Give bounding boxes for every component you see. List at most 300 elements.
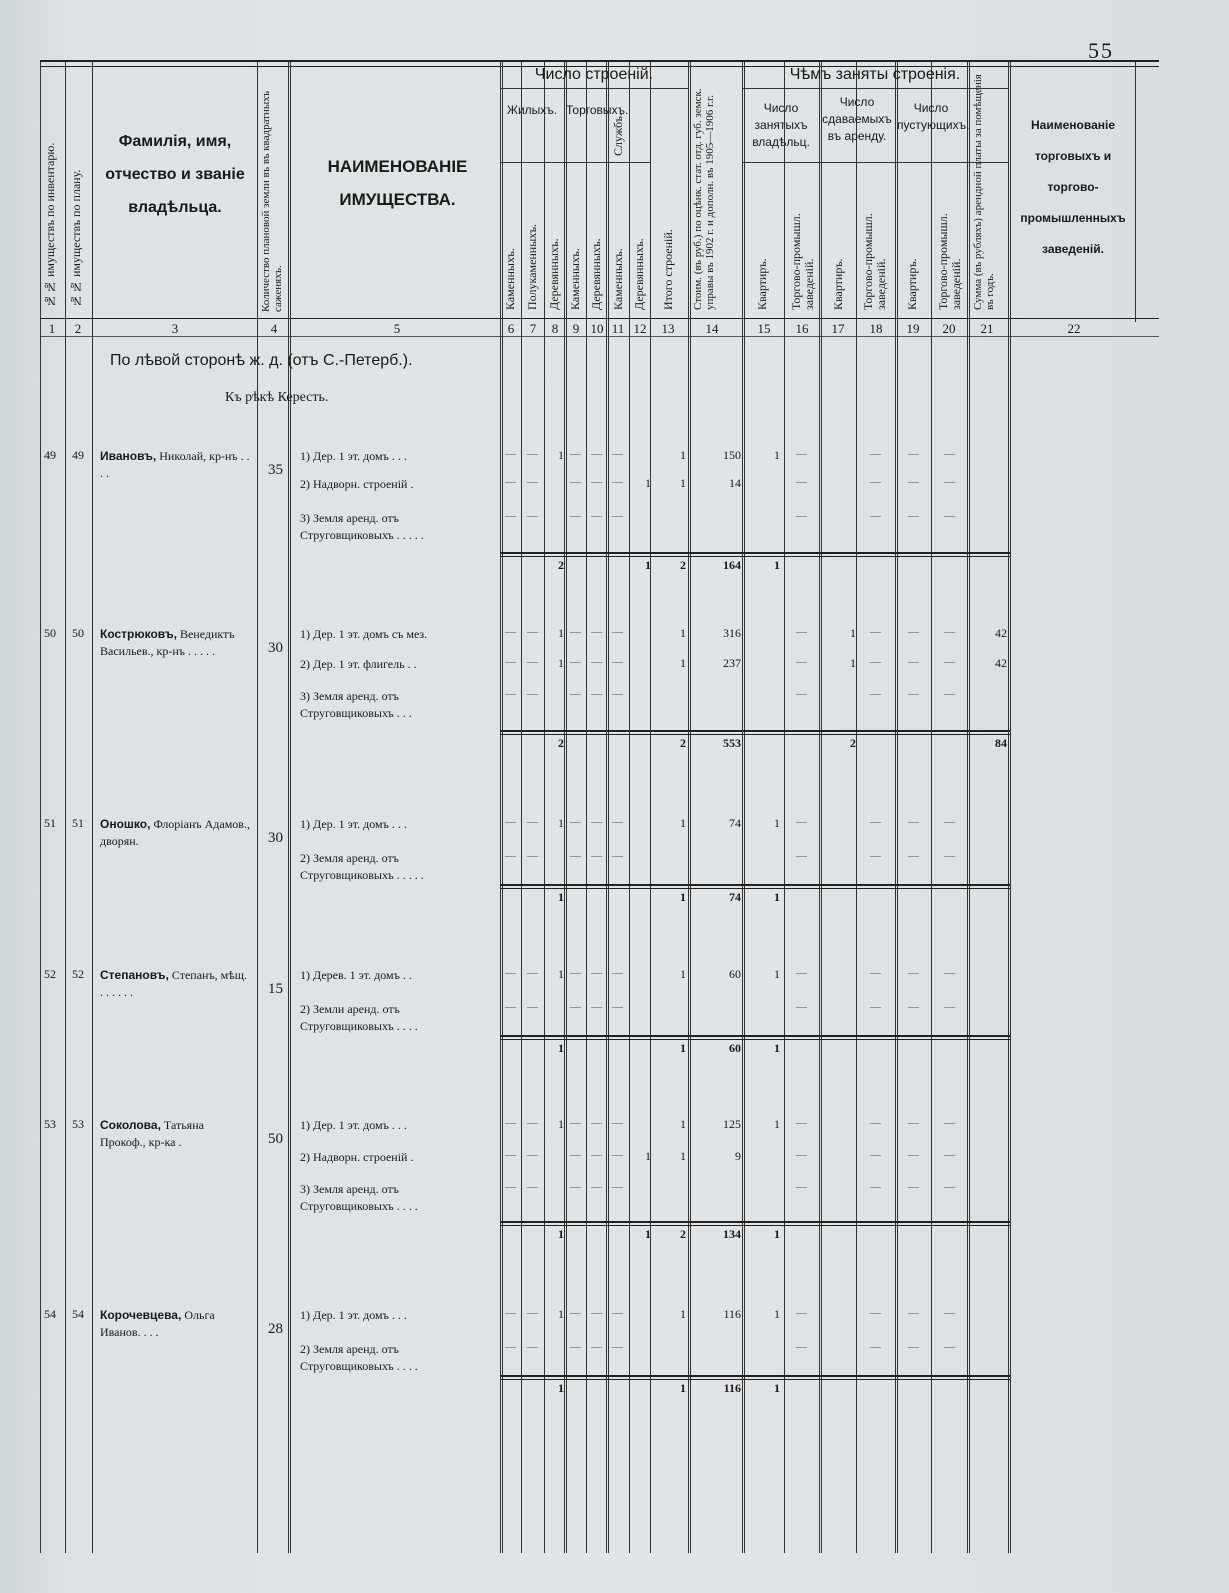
dash-empty: — (570, 626, 581, 638)
owner-surname: Степановъ, (100, 968, 169, 982)
dash-empty: — (527, 1117, 538, 1129)
dash-empty: — (570, 656, 581, 668)
dash-empty: — (505, 1307, 516, 1319)
dash-empty: — (591, 688, 602, 700)
col-divider (629, 62, 630, 1553)
dash-empty: — (505, 510, 516, 522)
value-c14: 150 (723, 448, 741, 462)
total-c15: 1 (774, 1381, 780, 1395)
column-number: 16 (795, 321, 809, 336)
inventory-number: 50 (44, 626, 56, 640)
dash-empty: — (908, 1307, 919, 1319)
owner-name: Соколова, Татьяна Прокоф., кр-ка . (100, 1118, 204, 1149)
dash-empty: — (908, 688, 919, 700)
owner-name: Степановъ, Степанъ, мѣщ. . . . . . . (100, 968, 248, 999)
total-rule-inner (500, 1225, 1010, 1226)
header-col7: Полукаменныхъ. (525, 223, 539, 310)
subsection-title: Къ рѣкѣ Кересть. (225, 390, 329, 405)
owner-name: Ивановъ, Николай, кр-нъ . . . . (100, 449, 250, 480)
dash-empty: — (796, 1149, 807, 1161)
dash-empty: — (612, 510, 623, 522)
group-rule (742, 88, 1008, 89)
dash-empty: — (870, 816, 881, 828)
dash-empty: — (612, 1117, 623, 1129)
header-col20: Торгово-промышл. заведеній. (936, 213, 963, 310)
col-divider (564, 62, 567, 1553)
dash-empty: — (591, 1149, 602, 1161)
dash-empty: — (612, 1149, 623, 1161)
dash-empty: — (591, 656, 602, 668)
owner-name: Кострюковъ, Венедиктъ Васильев., кр-нъ . . . . . (100, 627, 235, 658)
dash-empty: — (570, 850, 581, 862)
property-item: 3) Земля аренд. отъ Струговщиковыхъ . . . . (300, 1182, 418, 1213)
dash-empty: — (796, 1001, 807, 1013)
plan-number: 54 (72, 1307, 84, 1321)
dash-empty: — (796, 688, 807, 700)
dash-empty: — (944, 816, 955, 828)
total-c8: 1 (558, 1381, 564, 1395)
header-residential: Жилыхъ. (506, 103, 558, 117)
value-c15: 1 (774, 967, 780, 981)
column-number: 19 (906, 321, 920, 336)
col-divider (606, 62, 609, 1553)
dash-empty: — (796, 1307, 807, 1319)
plan-number: 52 (72, 967, 84, 981)
dash-empty: — (908, 448, 919, 460)
dash-empty: — (908, 967, 919, 979)
value-c14: 9 (735, 1149, 741, 1163)
dash-empty: — (870, 1341, 881, 1353)
inventory-number: 53 (44, 1117, 56, 1131)
plan-number: 50 (72, 626, 84, 640)
total-rule-inner (500, 1379, 1010, 1380)
dash-empty: — (870, 626, 881, 638)
dash-empty: — (908, 1181, 919, 1193)
dash-empty: — (570, 476, 581, 488)
header-property: НАИМЕНОВАНІЕ ИМУЩЕСТВА. (327, 157, 468, 209)
header-service: Службъ. (611, 113, 625, 156)
total-c8: 1 (558, 890, 564, 904)
header-col15: Квартиръ. (755, 258, 769, 310)
dash-empty: — (612, 1307, 623, 1319)
col-divider (521, 62, 522, 1553)
dash-empty: — (591, 476, 602, 488)
dash-empty: — (944, 850, 955, 862)
col-divider (784, 62, 785, 1553)
dash-empty: — (505, 850, 516, 862)
dash-empty: — (908, 816, 919, 828)
dash-empty: — (908, 1117, 919, 1129)
value-c14: 116 (723, 1307, 741, 1321)
dash-empty: — (870, 850, 881, 862)
dash-empty: — (870, 1181, 881, 1193)
value-c13: 1 (680, 626, 686, 640)
column-number: 14 (705, 321, 719, 336)
value-c13: 1 (680, 1307, 686, 1321)
total-c13: 2 (680, 1227, 686, 1241)
total-c17: 2 (850, 736, 856, 750)
column-number: 7 (529, 321, 537, 336)
dash-empty: — (570, 1341, 581, 1353)
header-owner-occupied: Число занятыхъ владѣльц. (752, 101, 810, 149)
dash-empty: — (527, 1341, 538, 1353)
dash-empty: — (527, 448, 538, 460)
inventory-number: 49 (44, 448, 56, 462)
dash-empty: — (612, 816, 623, 828)
dash-empty: — (796, 1341, 807, 1353)
col-divider (931, 62, 932, 1553)
dash-empty: — (796, 1181, 807, 1193)
dash-empty: — (591, 1001, 602, 1013)
dash-empty: — (612, 1181, 623, 1193)
total-c15: 1 (774, 890, 780, 904)
value-c13: 1 (680, 448, 686, 462)
dash-empty: — (796, 967, 807, 979)
value-c13: 1 (680, 1149, 686, 1163)
dash-empty: — (505, 626, 516, 638)
column-number: 13 (661, 321, 675, 336)
value-c8: 1 (558, 1307, 564, 1321)
dash-empty: — (591, 816, 602, 828)
total-c13: 1 (680, 1041, 686, 1055)
dash-empty: — (612, 448, 623, 460)
dash-empty: — (944, 1149, 955, 1161)
property-item: 1) Дер. 1 эт. домъ . . . (300, 449, 407, 463)
owner-name: Корочевцева, Ольга Иванов. . . . (100, 1308, 215, 1339)
header-rented: Число сдаваемыхъ въ аренду. (822, 95, 892, 143)
header-col18: Торгово-промышл. заведеній. (861, 213, 888, 310)
total-rule-inner (500, 1039, 1010, 1040)
dash-empty: — (612, 1001, 623, 1013)
column-number: 2 (74, 321, 82, 336)
dash-empty: — (591, 626, 602, 638)
dash-empty: — (527, 1307, 538, 1319)
col-divider (1008, 62, 1011, 1553)
owner-surname: Кострюковъ, (100, 627, 177, 641)
dash-empty: — (908, 1149, 919, 1161)
dash-empty: — (527, 816, 538, 828)
dash-empty: — (944, 626, 955, 638)
dash-empty: — (612, 626, 623, 638)
value-c14: 74 (729, 816, 741, 830)
dash-empty: — (505, 476, 516, 488)
dash-empty: — (870, 656, 881, 668)
total-c13: 1 (680, 1381, 686, 1395)
dash-empty: — (591, 510, 602, 522)
total-c14: 74 (729, 890, 741, 904)
land-area: 35 (268, 462, 283, 478)
dash-empty: — (527, 656, 538, 668)
header-inv-number: №№ имуществъ по инвентарю. (43, 142, 57, 308)
column-number: 21 (980, 321, 994, 336)
header-col12: Деревянныхъ. (632, 238, 646, 310)
column-number: 10 (590, 321, 604, 336)
col-divider (967, 62, 970, 1553)
column-number: 11 (611, 321, 625, 336)
dash-empty: — (591, 1307, 602, 1319)
total-rule-inner (500, 888, 1010, 889)
dash-empty: — (908, 1341, 919, 1353)
dash-empty: — (527, 967, 538, 979)
column-number: 15 (757, 321, 771, 336)
value-c15: 1 (774, 1117, 780, 1131)
dash-empty: — (796, 448, 807, 460)
header-col19: Квартиръ. (905, 258, 919, 310)
land-area: 50 (268, 1131, 283, 1147)
property-item: 1) Дер. 1 эт. домъ . . . (300, 1308, 407, 1322)
dash-empty: — (796, 1117, 807, 1129)
dash-empty: — (944, 448, 955, 460)
total-c8: 1 (558, 1041, 564, 1055)
inventory-number: 52 (44, 967, 56, 981)
total-c14: 134 (723, 1227, 741, 1241)
total-c8: 1 (558, 1227, 564, 1241)
col-divider (288, 62, 291, 1553)
value-c12: 1 (645, 1149, 651, 1163)
dash-empty: — (908, 850, 919, 862)
total-rule (500, 884, 1010, 886)
dash-empty: — (796, 626, 807, 638)
dash-empty: — (570, 448, 581, 460)
header-vacant: Число пустующихъ. (897, 101, 970, 132)
total-c14: 553 (723, 736, 741, 750)
dash-empty: — (944, 967, 955, 979)
dash-empty: — (944, 476, 955, 488)
dash-empty: — (570, 1001, 581, 1013)
col-divider (586, 62, 587, 1553)
value-c15: 1 (774, 1307, 780, 1321)
col-divider (92, 62, 93, 1553)
total-rule (500, 1035, 1010, 1037)
value-c15: 1 (774, 816, 780, 830)
value-c17: 1 (850, 656, 856, 670)
dash-empty: — (870, 476, 881, 488)
dash-empty: — (870, 448, 881, 460)
dash-empty: — (505, 1181, 516, 1193)
dash-empty: — (527, 688, 538, 700)
total-c13: 2 (680, 736, 686, 750)
property-item: 1) Дерев. 1 эт. домъ . . (300, 968, 412, 982)
dash-empty: — (870, 1001, 881, 1013)
dash-empty: — (796, 510, 807, 522)
header-trade: Торговыхъ. (566, 103, 629, 117)
dash-empty: — (527, 1001, 538, 1013)
plan-number: 53 (72, 1117, 84, 1131)
total-c13: 2 (680, 558, 686, 572)
property-item: 2) Дер. 1 эт. флигель . . (300, 657, 417, 671)
dash-empty: — (944, 510, 955, 522)
value-c8: 1 (558, 448, 564, 462)
dash-empty: — (591, 850, 602, 862)
property-item: 1) Дер. 1 эт. домъ съ мез. (300, 627, 428, 641)
property-item: 2) Земля аренд. отъ Струговщиковыхъ . . . . . (300, 851, 424, 882)
total-c15: 1 (774, 558, 780, 572)
value-c14: 14 (729, 476, 741, 490)
value-c21: 42 (995, 656, 1007, 670)
dash-empty: — (870, 1307, 881, 1319)
dash-empty: — (570, 510, 581, 522)
value-c13: 1 (680, 816, 686, 830)
total-rule (500, 552, 1010, 554)
total-c14: 164 (723, 558, 741, 572)
dash-empty: — (908, 1001, 919, 1013)
total-c12: 1 (645, 558, 651, 572)
total-c21: 84 (995, 736, 1007, 750)
dash-empty: — (612, 1341, 623, 1353)
total-c14: 116 (723, 1381, 741, 1395)
dash-empty: — (944, 688, 955, 700)
value-c13: 1 (680, 656, 686, 670)
dash-empty: — (870, 510, 881, 522)
plan-number: 51 (72, 816, 84, 830)
property-item: 2) Надворн. строеній . (300, 477, 414, 491)
table-border-right (1135, 62, 1136, 322)
column-number: 6 (507, 321, 515, 336)
dash-empty: — (908, 510, 919, 522)
col-divider (819, 62, 822, 1553)
inventory-number: 54 (44, 1307, 56, 1321)
dash-empty: — (527, 1181, 538, 1193)
total-rule-inner (500, 734, 1010, 735)
table-top-rule (40, 60, 1159, 62)
total-c15: 1 (774, 1041, 780, 1055)
land-area: 15 (268, 981, 283, 997)
value-c13: 1 (680, 476, 686, 490)
total-rule (500, 1221, 1010, 1223)
col-divider (742, 62, 745, 1553)
dash-empty: — (796, 656, 807, 668)
value-c8: 1 (558, 1117, 564, 1131)
dash-empty: — (570, 967, 581, 979)
header-col13: Итого строеній. (661, 229, 675, 310)
property-item: 1) Дер. 1 эт. домъ . . . (300, 1118, 407, 1132)
value-c8: 1 (558, 626, 564, 640)
col-divider (688, 62, 691, 1553)
dash-empty: — (591, 448, 602, 460)
header-col22: Наименованіе торговыхъ и торгово-промышленныхъ заведеній. (1020, 118, 1126, 256)
header-col17: Квартиръ. (831, 258, 845, 310)
header-land-area: Количество плановой земли въ въ квадратныхъ саженяхъ. (260, 90, 284, 312)
land-area: 28 (268, 1321, 283, 1337)
dash-empty: — (505, 656, 516, 668)
header-group-buildings: Число строеній. (534, 66, 654, 83)
dash-empty: — (591, 967, 602, 979)
dash-empty: — (870, 1149, 881, 1161)
dash-empty: — (944, 1117, 955, 1129)
value-c15: 1 (774, 448, 780, 462)
header-col8: Деревянныхъ. (547, 238, 561, 310)
subgroup-rule (742, 162, 1008, 163)
dash-empty: — (612, 656, 623, 668)
total-c15: 1 (774, 1227, 780, 1241)
value-c8: 1 (558, 656, 564, 670)
column-number: 18 (869, 321, 883, 336)
dash-empty: — (505, 967, 516, 979)
header-bottom-rule (40, 318, 1159, 319)
dash-empty: — (870, 1117, 881, 1129)
total-c8: 2 (558, 736, 564, 750)
column-number: 8 (551, 321, 559, 336)
value-c21: 42 (995, 626, 1007, 640)
col-divider (544, 62, 545, 1553)
column-number: 20 (942, 321, 956, 336)
value-c8: 1 (558, 967, 564, 981)
col-divider (650, 62, 651, 1553)
dash-empty: — (908, 626, 919, 638)
table-border-left (40, 62, 41, 1553)
value-c13: 1 (680, 967, 686, 981)
dash-empty: — (591, 1117, 602, 1129)
column-number: 17 (831, 321, 845, 336)
owner-surname: Ивановъ, (100, 449, 157, 463)
subgroup-rule (500, 162, 650, 163)
column-number: 1 (48, 321, 56, 336)
value-c17: 1 (850, 626, 856, 640)
page-number: 55 (1088, 38, 1114, 63)
header-group-occupied: Чѣмъ заняты строенія. (789, 66, 961, 83)
dash-empty: — (870, 967, 881, 979)
value-c13: 1 (680, 1117, 686, 1131)
column-number: 22 (1067, 321, 1081, 336)
header-col9: Каменныхъ. (568, 248, 582, 310)
dash-empty: — (505, 688, 516, 700)
dash-empty: — (527, 476, 538, 488)
owner-name: Оношко, Флоріанъ Адамов., дворян. (100, 817, 250, 848)
total-c13: 1 (680, 890, 686, 904)
owner-surname: Оношко, (100, 817, 151, 831)
section-title: По лѣвой сторонѣ ж. д. (отъ С.-Петерб.). (110, 352, 413, 369)
total-rule (500, 1375, 1010, 1377)
column-number: 9 (572, 321, 580, 336)
dash-empty: — (591, 1181, 602, 1193)
col-divider (895, 62, 898, 1553)
dash-empty: — (612, 967, 623, 979)
header-owner: Фамилія, имя, отчество и званіе владѣльца. (105, 133, 245, 216)
col-divider (257, 62, 258, 1553)
header-col16: Торгово-промышл. заведеній. (789, 213, 816, 310)
header-plan-number: №№ имуществъ по плану. (69, 169, 83, 308)
header-col6: Каменныхъ. (503, 248, 517, 310)
dash-empty: — (505, 1149, 516, 1161)
total-c14: 60 (729, 1041, 741, 1055)
property-item: 2) Земли аренд. отъ Струговщиковыхъ . . . . (300, 1002, 418, 1033)
column-number: 4 (270, 321, 278, 336)
land-area: 30 (268, 830, 283, 846)
property-item: 1) Дер. 1 эт. домъ . . . (300, 817, 407, 831)
dash-empty: — (612, 476, 623, 488)
dash-empty: — (612, 688, 623, 700)
land-area: 30 (268, 640, 283, 656)
dash-empty: — (612, 850, 623, 862)
group-rule (500, 88, 688, 89)
property-item: 2) Надворн. строеній . (300, 1150, 414, 1164)
value-c12: 1 (645, 476, 651, 490)
dash-empty: — (944, 1181, 955, 1193)
dash-empty: — (591, 1341, 602, 1353)
dash-empty: — (570, 1149, 581, 1161)
total-c8: 2 (558, 558, 564, 572)
dash-empty: — (570, 688, 581, 700)
dash-empty: — (944, 1001, 955, 1013)
header-col11: Каменныхъ. (611, 248, 625, 310)
value-c14: 125 (723, 1117, 741, 1131)
property-item: 2) Земля аренд. отъ Струговщиковыхъ . . . . (300, 1342, 418, 1373)
dash-empty: — (505, 1117, 516, 1129)
value-c8: 1 (558, 816, 564, 830)
value-c14: 237 (723, 656, 741, 670)
dash-empty: — (570, 1181, 581, 1193)
total-rule-inner (500, 556, 1010, 557)
